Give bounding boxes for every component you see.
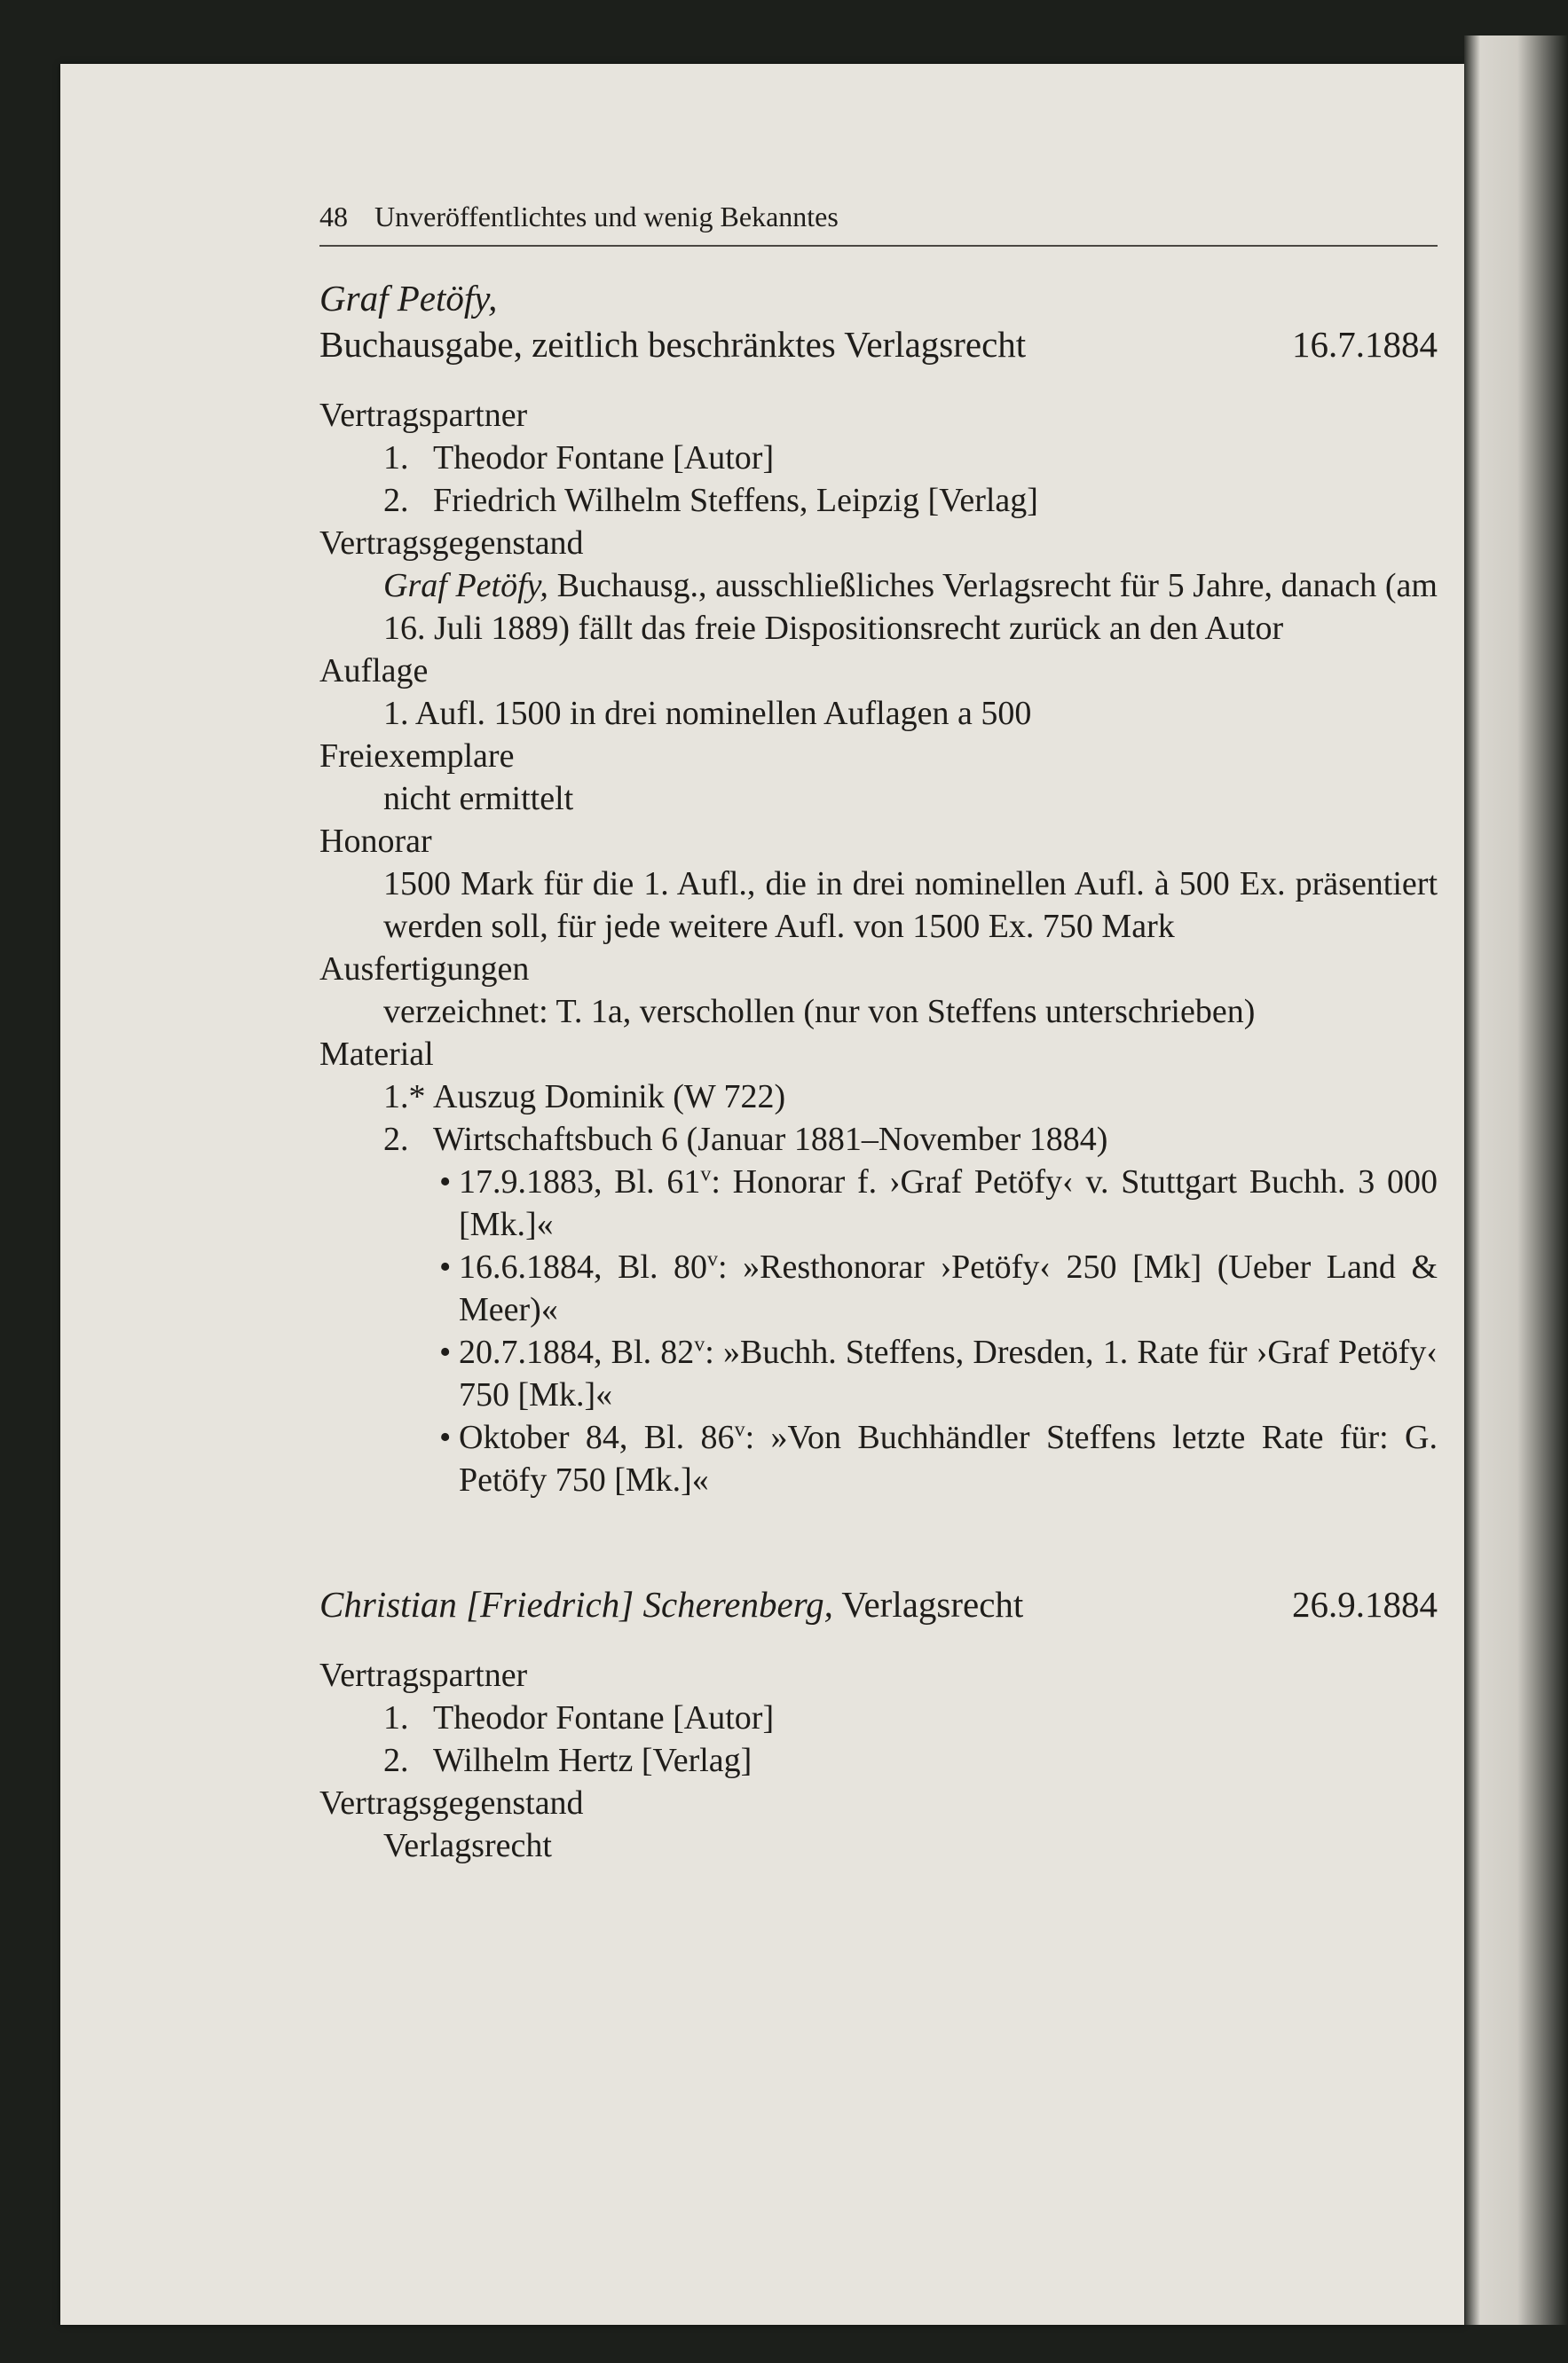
entry-title-row [319, 1581, 1438, 1627]
item-text: Auszug Dominik (W 722) [433, 1078, 786, 1115]
list-item [319, 437, 1438, 479]
label-auflage: Auflage [319, 652, 429, 689]
bullet-sup: v [707, 1248, 719, 1272]
book-page-edge [1464, 35, 1568, 2325]
bullet-post: : »Resthonorar ›Petöfy‹ 250 [Mk] (Ueber Land & Meer)« [459, 1248, 1438, 1328]
gegenstand-body: Buchausg., ausschließliches Verlagsrecht für 5 Jahre, danach (am 16. Juli 1889) fällt das freie Dispositionsrecht zurück an den Autor [383, 567, 1438, 647]
bullet-sup: v [734, 1418, 745, 1442]
list-item [319, 1075, 1438, 1118]
bullet-pre: 17.9.1883, Bl. 61 [459, 1163, 701, 1201]
label-material: Material [319, 1036, 434, 1073]
page-content [319, 197, 1438, 1947]
item-number: 2. [383, 1121, 409, 1158]
item-text: Theodor Fontane [Autor] [433, 439, 775, 477]
honorar-text: 1500 Mark für die 1. Aufl., die in drei nominellen Aufl. à 500 Ex. präsentiert werden soll, für jede weitere Aufl. von 1500 Ex. 750 Mark [383, 865, 1438, 945]
item-number: 1. [383, 1699, 409, 1737]
item-number: 1. [383, 439, 409, 477]
label-ausfertigungen: Ausfertigungen [319, 950, 530, 988]
label-vertragspartner: Vertragspartner [319, 397, 528, 434]
item-text: Theodor Fontane [Autor] [433, 1699, 775, 1737]
label-honorar: Honorar [319, 823, 432, 860]
gegenstand-text [319, 564, 1438, 650]
auflage-text: 1. Aufl. 1500 in drei nominellen Auflagen a 500 [383, 695, 1032, 732]
list-item [319, 1697, 1438, 1739]
bullet-dot: • [439, 1334, 452, 1371]
entry-date: 16.7.1884 [1292, 324, 1438, 365]
entry-subtitle: Buchausgabe, zeitlich beschränktes Verlagsrecht [319, 324, 1027, 365]
entry-title: Graf Petöfy, [319, 278, 498, 319]
item-number: 1.* [383, 1078, 426, 1115]
bullet-item [319, 1331, 1438, 1416]
entry-date: 26.9.1884 [1292, 1584, 1438, 1625]
list-item [319, 1118, 1438, 1161]
bullet-post: : »Buchh. Steffens, Dresden, 1. Rate für ›Graf Petöfy‹ 750 [Mk.]« [459, 1334, 1438, 1414]
bullet-item [319, 1161, 1438, 1246]
running-header [319, 197, 1438, 247]
list-item [319, 479, 1438, 522]
gegenstand-italic: Graf Petöfy, [383, 567, 548, 604]
contract-entry [319, 1581, 1438, 1867]
item-text: Wirtschaftsbuch 6 (Januar 1881–November 1884) [433, 1121, 1108, 1158]
book-page [60, 64, 1464, 2325]
bullet-pre: Oktober 84, Bl. 86 [459, 1419, 735, 1456]
bullet-post: : Honorar f. ›Graf Petöfy‹ v. Stuttgart Buchh. 3 000 [Mk.]« [459, 1163, 1438, 1243]
item-text: Wilhelm Hertz [Verlag] [433, 1742, 752, 1779]
running-title: Unveröffentlichtes und wenig Bekanntes [374, 201, 839, 232]
contract-entry [319, 275, 1438, 1501]
ausfertigungen-text: verzeichnet: T. 1a, verschollen (nur von Steffens unterschrieben) [383, 993, 1256, 1030]
label-vertragspartner: Vertragspartner [319, 1657, 528, 1694]
page-number: 48 [319, 201, 348, 232]
bullet-sup: v [694, 1333, 705, 1357]
label-vertragsgegenstand: Vertragsgegenstand [319, 524, 584, 562]
item-number: 2. [383, 482, 409, 519]
entry-title-rest: Verlagsrecht [832, 1584, 1024, 1625]
entry-title: Christian [Friedrich] Scherenberg, [319, 1584, 833, 1625]
label-vertragsgegenstand: Vertragsgegenstand [319, 1784, 584, 1822]
list-item [319, 1739, 1438, 1782]
gegenstand-text: Verlagsrecht [383, 1827, 552, 1864]
bullet-dot: • [439, 1248, 452, 1286]
item-number: 2. [383, 1742, 409, 1779]
bullet-sup: v [700, 1162, 712, 1186]
bullet-pre: 20.7.1884, Bl. 82 [459, 1334, 695, 1371]
label-freiexemplare: Freiexemplare [319, 737, 515, 775]
bullet-post: : »Von Buchhändler Steffens letzte Rate für: G. Petöfy 750 [Mk.]« [459, 1419, 1438, 1499]
bullet-dot: • [439, 1163, 452, 1201]
bullet-dot: • [439, 1419, 452, 1456]
bullet-pre: 16.6.1884, Bl. 80 [459, 1248, 708, 1286]
bullet-item [319, 1246, 1438, 1331]
entry-subtitle-row [319, 321, 1438, 367]
freiexemplare-text: nicht ermittelt [383, 780, 574, 817]
item-text: Friedrich Wilhelm Steffens, Leipzig [Verlag] [433, 482, 1038, 519]
bullet-item [319, 1416, 1438, 1501]
